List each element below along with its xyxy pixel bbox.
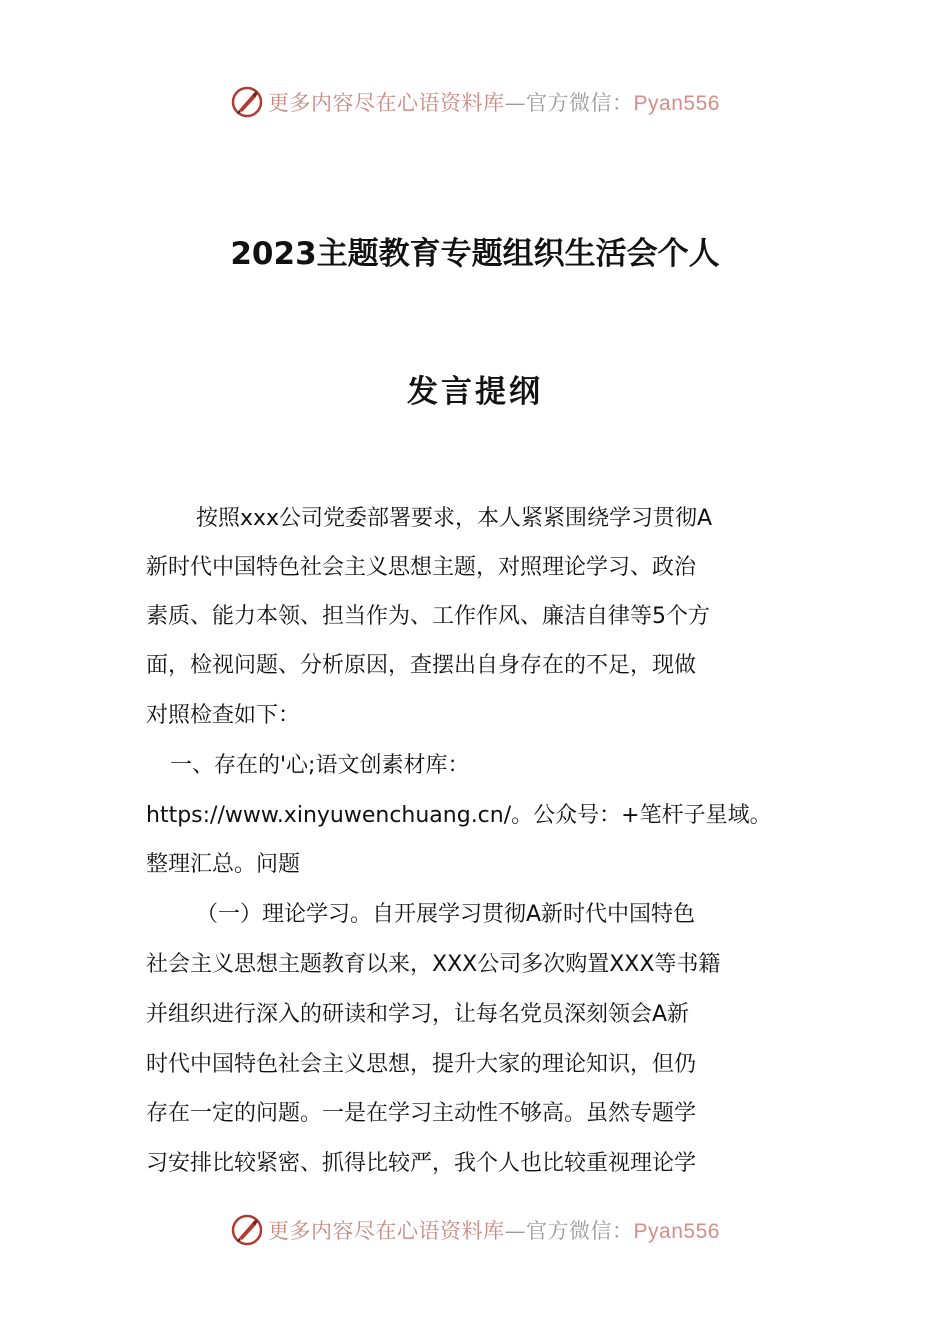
watermark-wechat-id: Pyan556 [633,92,720,115]
watermark-main: 更多内容尽在心语资料库 [268,1219,505,1243]
watermark-wechat-id: Pyan556 [633,1220,720,1243]
body-line: 并组织进行深入的研读和学习，让每名党员深刻领会A新 [146,1002,690,1027]
body-line: 一、存在的'心;语文创素材库： [170,753,470,778]
watermark-text [268,1215,720,1245]
body-line: 素质、能力本领、担当作为、工作作风、廉洁自律等5个方 [146,604,710,629]
watermark-official-label: —官方微信： [504,91,634,115]
watermark-official-label: —官方微信： [504,1219,634,1243]
body-line: 对照检查如下： [146,703,301,728]
body-line: 习安排比较紧密、抓得比较严，我个人也比较重视理论学 [146,1151,697,1176]
body-line: 时代中国特色社会主义思想，提升大家的理论知识，但仍 [146,1052,697,1077]
footer-watermark-banner [0,1210,950,1250]
document-title-line2: 发言提纲 [407,374,543,410]
header-watermark-banner [0,82,950,122]
body-line: 面，检视问题、分析原因，查摆出自身存在的不足，现做 [146,653,697,678]
body-line: 按照xxx公司党委部署要求，本人紧紧围绕学习贯彻A [196,506,713,531]
document-title-line1: 2023主题教育专题组织生活会个人 [230,236,720,272]
body-line: 整理汇总。问题 [146,852,301,877]
body-line: https://www.xinyuwenchuang.cn/。公众号：+笔杆子星域。 [146,803,772,828]
pen-logo-icon [230,85,264,119]
body-line: 新时代中国特色社会主义思想主题，对照理论学习、政治 [146,555,697,580]
body-line: 社会主义思想主题教育以来，XXX公司多次购置XXX等书籍 [146,952,721,977]
watermark-main: 更多内容尽在心语资料库 [268,91,505,115]
watermark-text [268,87,720,117]
body-line: 存在一定的问题。一是在学习主动性不够高。虽然专题学 [146,1101,697,1126]
body-line: （一）理论学习。自开展学习贯彻A新时代中国特色 [196,902,696,927]
pen-logo-icon [230,1213,264,1247]
